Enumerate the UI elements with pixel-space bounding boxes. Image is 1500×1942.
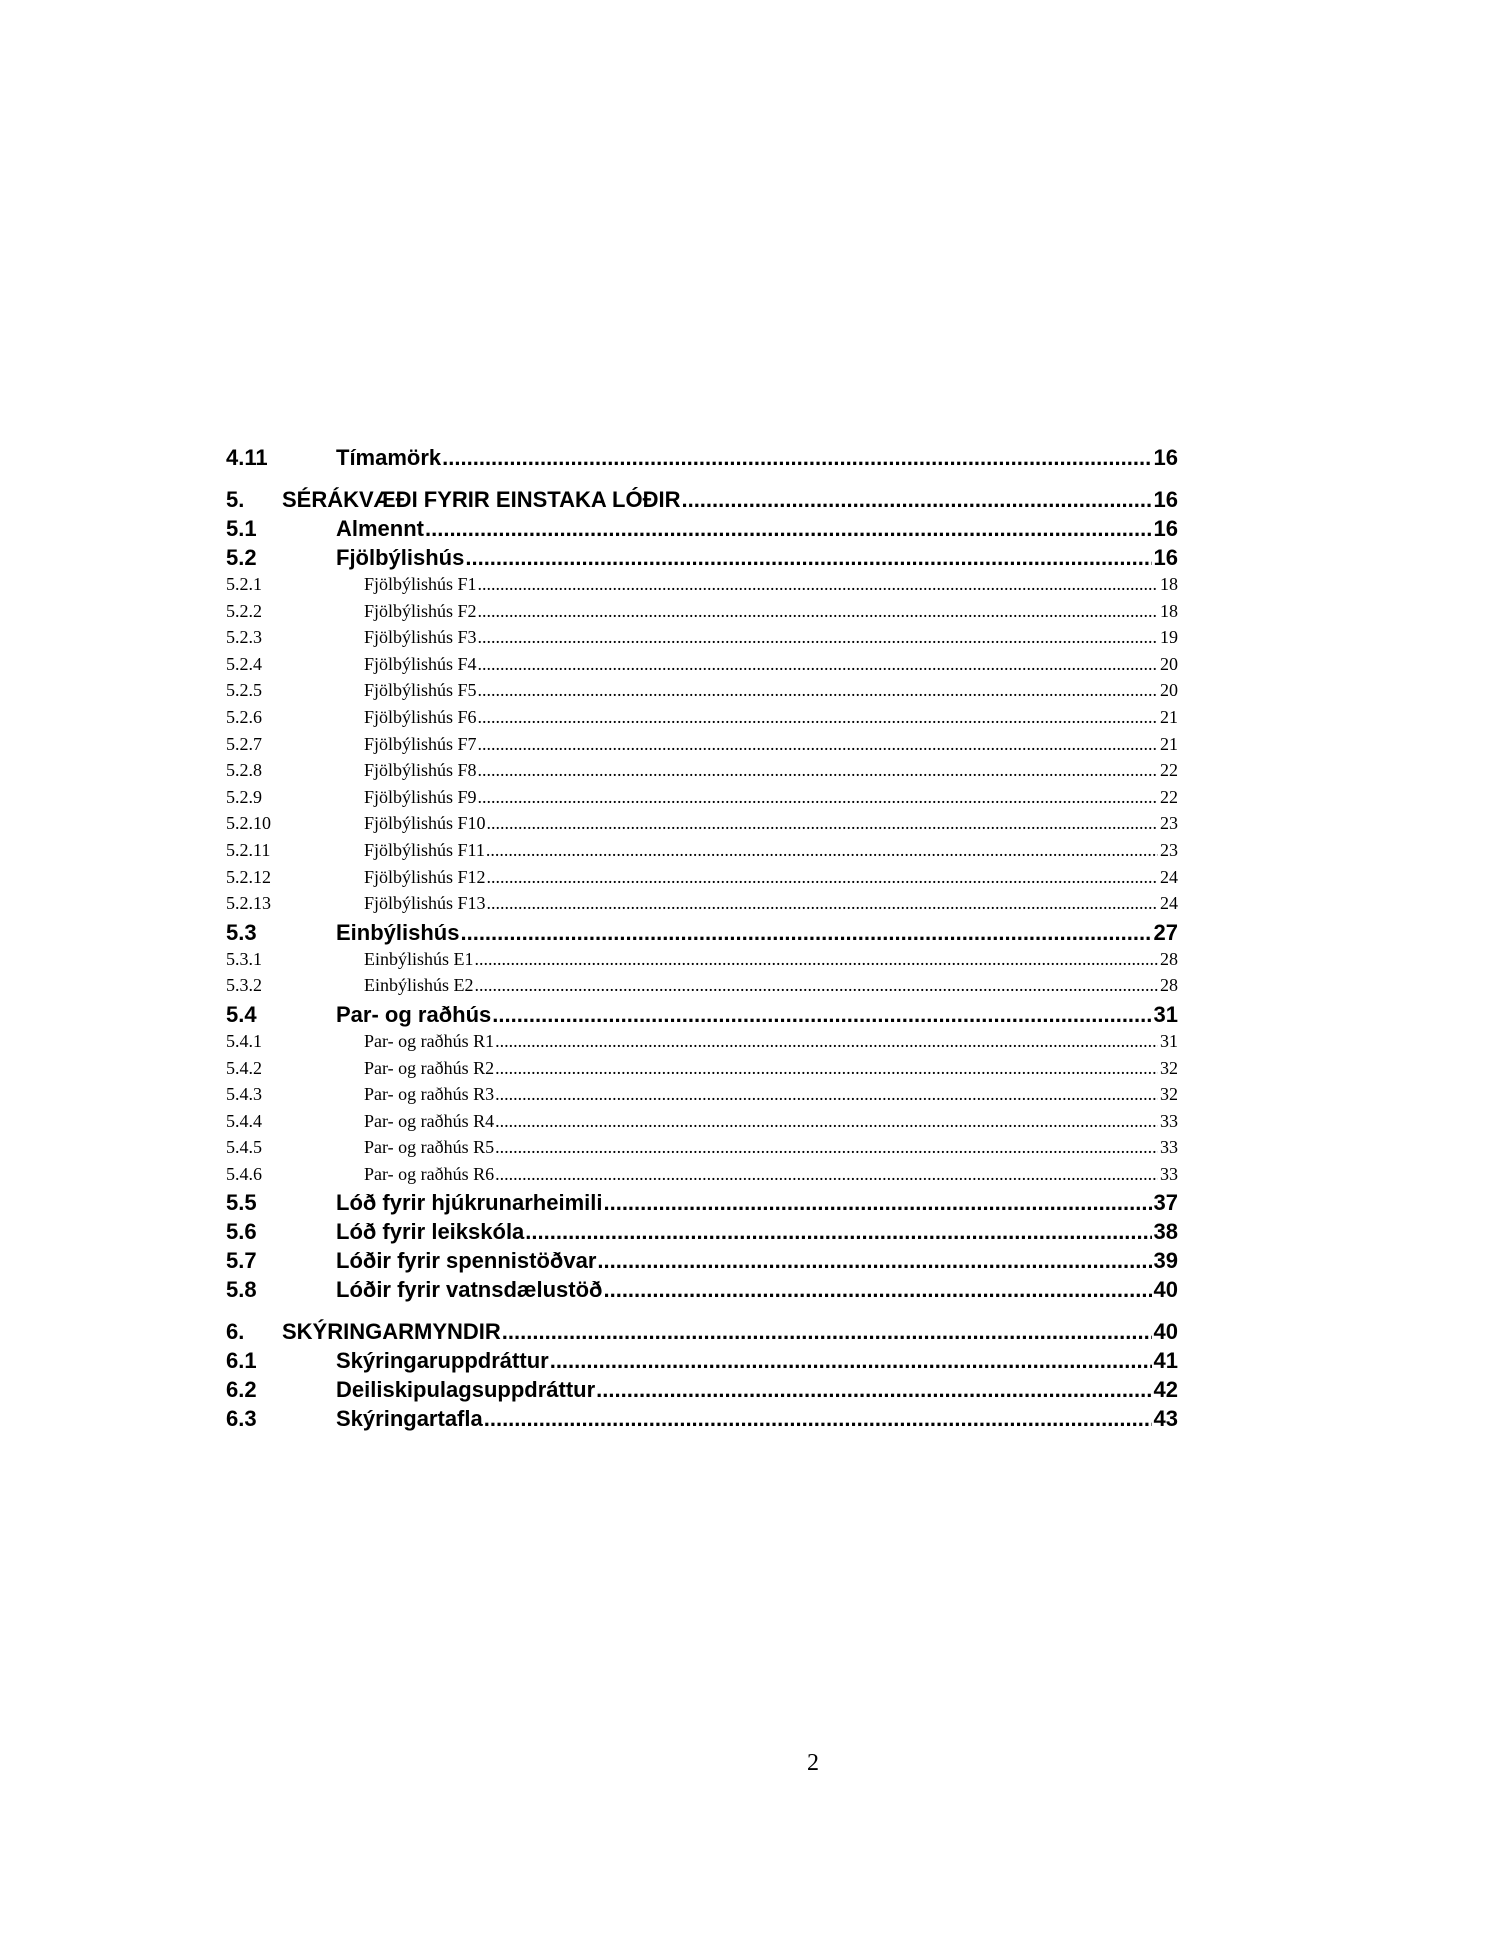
toc-entry-title: Almennt (336, 516, 424, 541)
toc-dot-leader (478, 707, 1158, 728)
toc-entry-page: 33 (1160, 1110, 1178, 1131)
toc-dot-leader (495, 1164, 1158, 1185)
toc-entry-number: 6.3 (226, 1406, 257, 1432)
toc-entry[interactable] (226, 574, 1178, 601)
toc-entry-number: 6. (226, 1319, 245, 1345)
toc-entry-page: 28 (1160, 975, 1178, 996)
toc-dot-leader (475, 949, 1158, 970)
toc-entry-page: 23 (1160, 839, 1178, 860)
toc-entry-page: 31 (1160, 1030, 1178, 1051)
toc-entry-title: Einbýlishús (336, 919, 460, 945)
toc-dot-leader (597, 1248, 1151, 1274)
toc-entry-page: 18 (1160, 574, 1178, 594)
toc-entry-page: 23 (1160, 813, 1178, 834)
toc-entry[interactable] (226, 1377, 1178, 1406)
toc-entry-page: 16 (1153, 516, 1178, 541)
toc-entry-number: 5.3 (226, 919, 257, 945)
toc-dot-leader (495, 1137, 1158, 1158)
toc-dot-leader (487, 893, 1158, 914)
toc-entry-title: Lóðir fyrir spennistöðvar (336, 1248, 597, 1274)
toc-entry-number: 5.4.5 (226, 1137, 262, 1158)
toc-dot-leader (478, 787, 1158, 808)
toc-dot-leader (425, 516, 1152, 542)
toc-entry[interactable] (226, 787, 1178, 814)
toc-entry[interactable] (226, 734, 1178, 761)
toc-entry-page: 21 (1160, 706, 1178, 727)
toc-entry[interactable] (226, 1319, 1178, 1348)
toc-entry-number: 5.2.11 (226, 839, 271, 860)
toc-dot-leader (460, 920, 1151, 946)
toc-entry-page: 43 (1153, 1406, 1178, 1432)
toc-entry-title: Par- og raðhús R6 (364, 1163, 495, 1184)
toc-entry[interactable] (226, 1058, 1178, 1085)
toc-entry-title: Fjölbýlishús F10 (364, 813, 486, 834)
toc-entry[interactable] (226, 975, 1178, 1002)
toc-dot-leader (603, 1190, 1151, 1216)
toc-entry-page: 18 (1160, 600, 1178, 621)
toc-entry[interactable] (226, 545, 1178, 574)
toc-dot-leader (492, 1002, 1151, 1028)
toc-entry-title: Fjölbýlishús F5 (364, 680, 477, 701)
toc-entry-title: Fjölbýlishús F11 (364, 839, 485, 860)
toc-dot-leader (502, 1319, 1152, 1345)
toc-entry-title: Fjölbýlishús F4 (364, 653, 477, 674)
toc-entry[interactable] (226, 627, 1178, 654)
toc-entry-number: 5.2.5 (226, 680, 262, 701)
toc-entry-number: 5.2.8 (226, 760, 262, 781)
toc-entry-page: 16 (1153, 445, 1178, 470)
toc-entry[interactable] (226, 949, 1178, 976)
toc-dot-leader (478, 760, 1158, 781)
toc-entry-number: 5.6 (226, 1219, 257, 1245)
toc-entry[interactable] (226, 1111, 1178, 1138)
toc-entry-page: 27 (1153, 919, 1178, 945)
toc-dot-leader (495, 1058, 1158, 1079)
toc-entry-number: 5.4.6 (226, 1163, 262, 1184)
toc-entry-number: 5.2.4 (226, 653, 262, 674)
toc-dot-leader (495, 1111, 1158, 1132)
toc-entry-number: 5.2.9 (226, 786, 262, 807)
toc-entry[interactable] (226, 867, 1178, 894)
toc-dot-leader (525, 1219, 1151, 1245)
toc-dot-leader (487, 867, 1158, 888)
toc-entry[interactable] (226, 1084, 1178, 1111)
toc-entry-page: 33 (1160, 1137, 1178, 1158)
toc-entry-number: 5.2.3 (226, 627, 262, 648)
toc-entry[interactable] (226, 1190, 1178, 1219)
toc-entry-title: Skýringaruppdráttur (336, 1348, 549, 1374)
toc-entry[interactable] (226, 707, 1178, 734)
toc-entry[interactable] (226, 487, 1178, 516)
toc-entry-page: 20 (1160, 653, 1178, 674)
toc-entry-title: Fjölbýlishús F13 (364, 893, 486, 914)
toc-entry-title: Tímamörk (336, 445, 442, 470)
toc-entry-title: Fjölbýlishús F7 (364, 733, 477, 754)
toc-entry-page: 32 (1160, 1057, 1178, 1078)
toc-entry-number: 5.2.7 (226, 733, 262, 754)
toc-entry-title: Deiliskipulagsuppdráttur (336, 1377, 596, 1403)
toc-entry-title: Lóðir fyrir vatnsdælustöð (336, 1277, 603, 1303)
toc-entry-page: 20 (1160, 680, 1178, 701)
toc-entry-number: 6.1 (226, 1348, 257, 1374)
toc-entry[interactable] (226, 445, 1178, 474)
toc-dot-leader (465, 545, 1151, 571)
toc-entry-page: 40 (1153, 1277, 1178, 1303)
toc-entry-number: 4.11 (226, 445, 268, 470)
toc-entry-title: Par- og raðhús R3 (364, 1084, 495, 1105)
toc-dot-leader (484, 1406, 1152, 1432)
toc-entry-page: 32 (1160, 1084, 1178, 1105)
toc-entry-title: Skýringartafla (336, 1406, 483, 1432)
toc-entry-number: 5.2.12 (226, 866, 271, 887)
toc-entry[interactable] (226, 601, 1178, 628)
toc-entry[interactable] (226, 1137, 1178, 1164)
toc-dot-leader (478, 680, 1158, 701)
toc-entry-title: Fjölbýlishús F6 (364, 706, 477, 727)
toc-entry-title: Par- og raðhús R5 (364, 1137, 495, 1158)
toc-entry-page: 42 (1153, 1377, 1178, 1403)
toc-dot-leader (495, 1031, 1158, 1052)
toc-entry-page: 16 (1153, 545, 1178, 570)
toc-dot-leader (478, 574, 1158, 595)
toc-entry-title: Fjölbýlishús F8 (364, 760, 477, 781)
toc-entry-title: Par- og raðhús R2 (364, 1057, 495, 1078)
toc-entry[interactable] (226, 1031, 1178, 1058)
toc-entry-number: 5.2.10 (226, 813, 271, 834)
toc-dot-leader (603, 1277, 1151, 1303)
toc-entry-title: Einbýlishús E2 (364, 975, 474, 996)
toc-entry[interactable] (226, 1248, 1178, 1277)
toc-entry[interactable] (226, 840, 1178, 867)
toc-dot-leader (478, 654, 1158, 675)
toc-entry-title: Lóð fyrir hjúkrunarheimili (336, 1190, 603, 1216)
toc-entry-title: Par- og raðhús R4 (364, 1110, 495, 1131)
toc-entry-page: 22 (1160, 760, 1178, 781)
toc-entry[interactable] (226, 760, 1178, 787)
toc-entry-title: Einbýlishús E1 (364, 948, 474, 969)
toc-entry[interactable] (226, 654, 1178, 681)
toc-dot-leader (475, 975, 1158, 996)
toc-entry-number: 5.2 (226, 545, 257, 570)
toc-entry-page: 37 (1153, 1190, 1178, 1216)
toc-dot-leader (442, 445, 1151, 471)
toc-dot-leader (487, 813, 1158, 834)
toc-dot-leader (550, 1348, 1152, 1374)
toc-entry-title: Par- og raðhús (336, 1001, 492, 1027)
toc-entry-title: Fjölbýlishús (336, 545, 465, 570)
toc-entry[interactable] (226, 1277, 1178, 1306)
toc-dot-leader (478, 734, 1158, 755)
table-of-contents (226, 445, 1178, 1435)
toc-entry-page: 40 (1153, 1319, 1178, 1345)
toc-entry-title: Lóð fyrir leikskóla (336, 1219, 525, 1245)
toc-entry-title: Fjölbýlishús F12 (364, 866, 486, 887)
toc-entry[interactable] (226, 920, 1178, 949)
toc-entry[interactable] (226, 1002, 1178, 1031)
toc-entry-number: 5.4 (226, 1001, 257, 1027)
toc-entry-number: 5.3.2 (226, 975, 262, 996)
toc-dot-leader (681, 487, 1151, 513)
toc-dot-leader (596, 1377, 1151, 1403)
toc-dot-leader (478, 627, 1158, 648)
toc-entry-number: 5.3.1 (226, 948, 262, 969)
toc-entry-number: 5.2.13 (226, 893, 271, 914)
toc-entry-title: Fjölbýlishús F2 (364, 600, 477, 621)
toc-entry-title: SÉRÁKVÆÐI FYRIR EINSTAKA LÓÐIR (282, 487, 681, 512)
toc-entry-number: 6.2 (226, 1377, 257, 1403)
toc-entry-number: 5.8 (226, 1277, 257, 1303)
toc-entry-title: Fjölbýlishús F1 (364, 574, 477, 594)
toc-entry[interactable] (226, 1164, 1178, 1191)
toc-entry-page: 38 (1153, 1219, 1178, 1245)
toc-dot-leader (486, 840, 1158, 861)
toc-entry[interactable] (226, 516, 1178, 545)
toc-entry-page: 24 (1160, 866, 1178, 887)
toc-entry-number: 5.5 (226, 1190, 257, 1216)
toc-entry-number: 5.2.2 (226, 600, 262, 621)
toc-entry-page: 22 (1160, 786, 1178, 807)
toc-entry-number: 5.1 (226, 516, 257, 541)
page-number: 2 (807, 1750, 819, 1776)
toc-entry-title: Fjölbýlishús F3 (364, 627, 477, 648)
toc-entry-number: 5.4.2 (226, 1057, 262, 1078)
toc-entry-number: 5. (226, 487, 245, 512)
toc-entry-page: 31 (1153, 1001, 1178, 1027)
toc-entry-number: 5.4.1 (226, 1030, 262, 1051)
toc-dot-leader (495, 1084, 1158, 1105)
toc-entry-number: 5.7 (226, 1248, 257, 1274)
toc-entry[interactable] (226, 1406, 1178, 1435)
toc-entry-page: 28 (1160, 948, 1178, 969)
toc-entry[interactable] (226, 1348, 1178, 1377)
toc-entry-number: 5.2.6 (226, 706, 262, 727)
toc-entry[interactable] (226, 1219, 1178, 1248)
toc-entry-title: Par- og raðhús R1 (364, 1030, 495, 1051)
toc-entry-page: 39 (1153, 1248, 1178, 1274)
toc-entry-number: 5.4.4 (226, 1110, 262, 1131)
toc-entry[interactable] (226, 893, 1178, 920)
toc-entry-title: SKÝRINGARMYNDIR (282, 1319, 501, 1345)
toc-entry-page: 41 (1153, 1348, 1178, 1374)
toc-entry-page: 19 (1160, 627, 1178, 648)
toc-entry-page: 21 (1160, 733, 1178, 754)
toc-entry[interactable] (226, 680, 1178, 707)
toc-entry-page: 24 (1160, 893, 1178, 914)
toc-entry-number: 5.4.3 (226, 1084, 262, 1105)
toc-entry-page: 33 (1160, 1163, 1178, 1184)
toc-entry[interactable] (226, 813, 1178, 840)
toc-entry-title: Fjölbýlishús F9 (364, 786, 477, 807)
toc-dot-leader (478, 601, 1158, 622)
toc-entry-page: 16 (1153, 487, 1178, 512)
toc-entry-number: 5.2.1 (226, 574, 262, 594)
